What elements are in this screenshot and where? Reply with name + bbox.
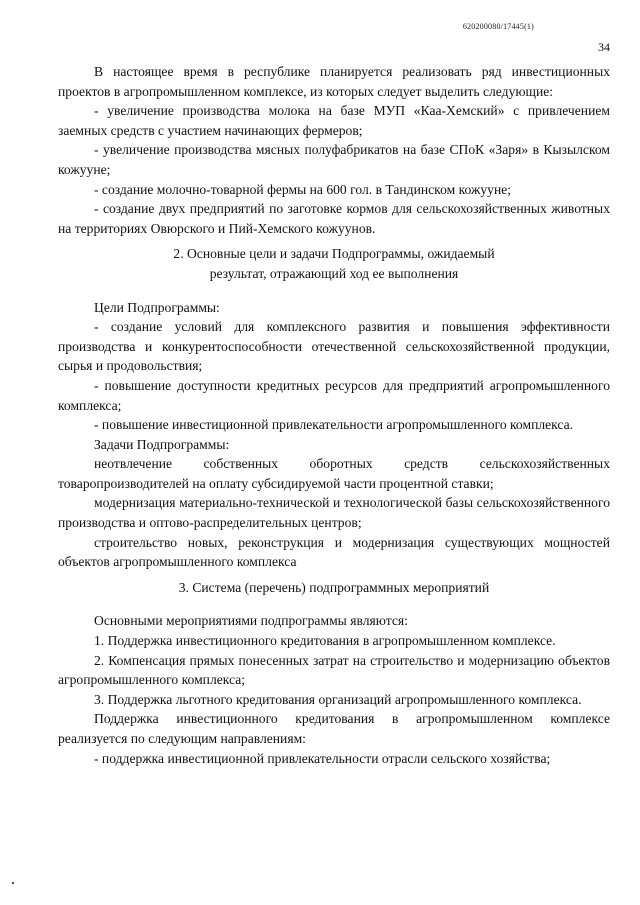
document-body [58, 62, 610, 768]
support-paragraph: Поддержка инвестиционного кредитования в агропромышленном комплексе реализуется по следующим направлениям: [58, 711, 610, 746]
task-item-1: неотвлечение собственных оборотных средств сельскохозяйственных товаропроизводителей на оплату субсидируемой части процентной ставки; [58, 456, 610, 491]
section-3-heading-text: 3. Система (перечень) подпрограммных мероприятий [178, 579, 490, 595]
measure-item-3: 3. Поддержка льготного кредитования организаций агропромышленного комплекса. [94, 691, 582, 707]
intro-paragraph: В настоящее время в республике планируется реализовать ряд инвестиционных проектов в агропромышленном комплексе, из которых следует выделить следующие: [58, 64, 610, 99]
task-item-2: модернизация материально-технической и технологической базы сельскохозяйственного производства и оптово-распределительных центров; [58, 495, 610, 531]
page-number: 34 [598, 40, 610, 54]
goal-item-3: - повышение инвестиционной привлекательности агропромышленного комплекса. [94, 417, 574, 433]
scan-dot-mark [12, 882, 14, 884]
section-2-heading-line-1: 2. Основные цели и задачи Подпрограммы, ожидаемый [173, 246, 495, 262]
tasks-title: Задачи Подпрограммы: [94, 436, 230, 452]
section-2-heading [58, 244, 610, 297]
task-item-3: строительство новых, реконструкция и модернизация существующих мощностей объектов агропромышленного комплекса [58, 534, 610, 570]
measures-intro: Основными мероприятиями подпрограммы являются: [94, 613, 408, 629]
measure-item-2: 2. Компенсация прямых понесенных затрат на строительство и модернизацию объектов агропромышленного комплекса; [58, 652, 610, 688]
intro-item-1: - увеличение производства молока на базе МУП «Каа-Хемский» с привлечением заемных средств с участием начинающих фермеров; [58, 103, 610, 138]
measure-item-1: 1. Поддержка инвестиционного кредитования в агропромышленном комплексе. [94, 633, 556, 649]
intro-item-3: - создание молочно-товарной фермы на 600 гол. в Тандинском кожууне; [94, 181, 512, 197]
intro-item-2: - увеличение производства мясных полуфабрикатов на базе СПоК «Заря» в Кызылском кожууне; [58, 142, 610, 177]
support-item-1: - поддержка инвестиционной привлекательности отрасли сельского хозяйства; [94, 750, 551, 766]
intro-item-4: - создание двух предприятий по заготовке кормов для сельскохозяйственных животных на территориях Овюрского и Пий-Хемского кожуунов. [58, 201, 610, 236]
goals-title: Цели Подпрограммы: [94, 299, 220, 315]
section-3-heading [58, 578, 610, 612]
goal-item-2: - повышение доступности кредитных ресурсов для предприятий агропромышленного комплекса; [58, 377, 610, 413]
section-2-heading-line-2: результат, отражающий ход ее выполнения [209, 265, 459, 281]
document-id: 620200080/17445(1) [462, 22, 534, 31]
goal-item-1: - создание условий для комплексного развития и повышения эффективности производства и конкурентоспособности отечественной сельскохозяйственной продукции, сырья и продовольствия; [58, 319, 610, 374]
